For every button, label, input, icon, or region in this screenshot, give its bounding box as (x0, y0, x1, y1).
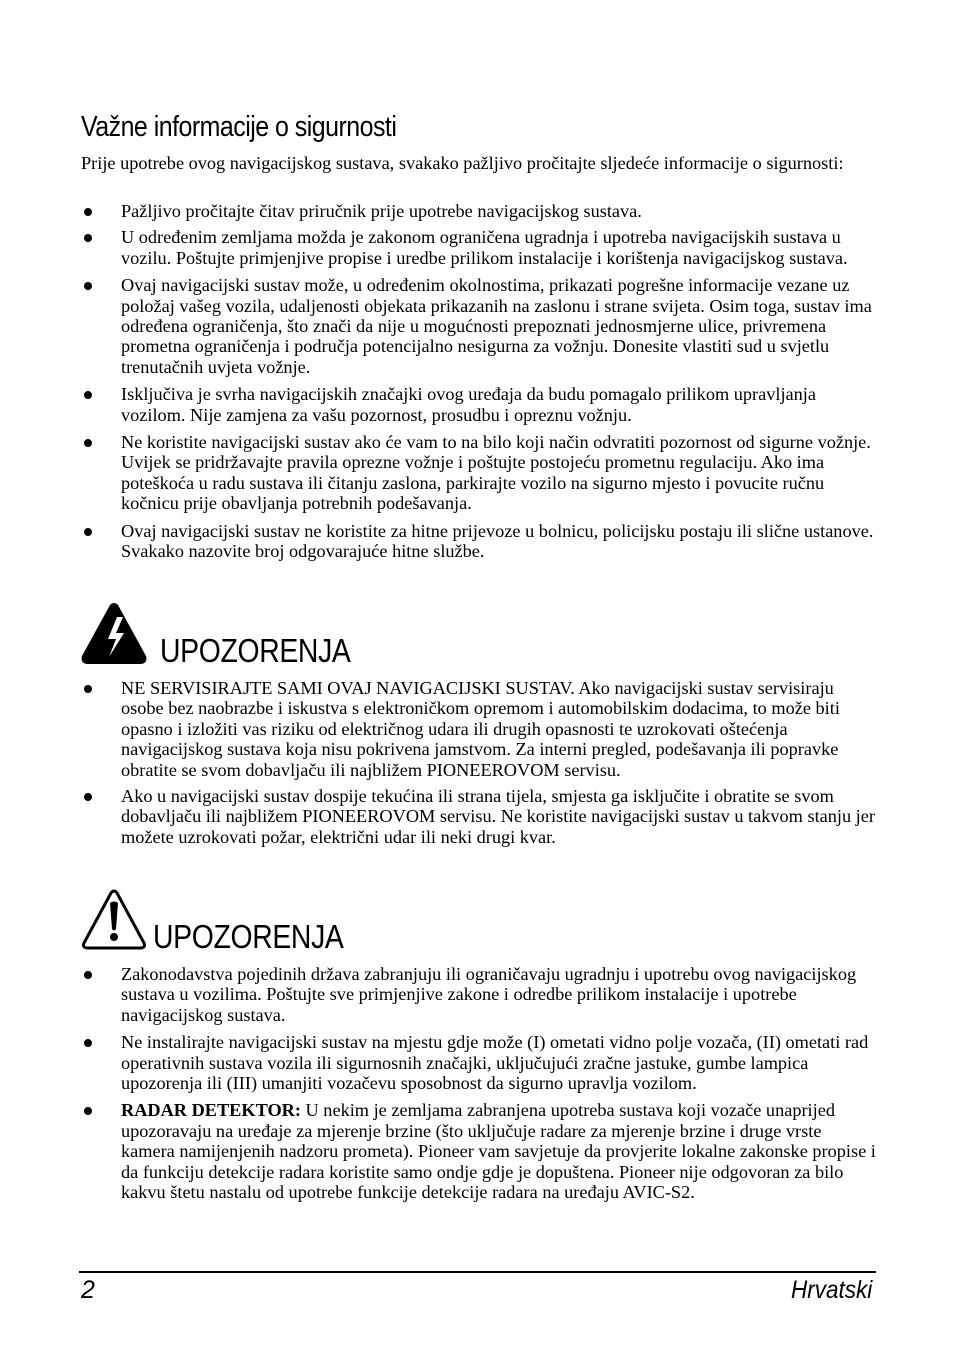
list-item-text: Ako u navigacijski sustav dospije tekućina ili strana tijela, smjesta ga isključite i obratite se svom dobavljaču ili najbližem PIONEEROVOM servisu. Ne koristite navigacijski sustav u takvom stanju jer možete uzrokovati požar, električni udar ili neki drugi kvar. (121, 786, 875, 847)
bullet-icon (84, 528, 92, 536)
list-item-text: Zakonodavstva pojedinih država zabranjuju ili ograničavaju ugradnju i upotrebu ovog navigacijskog sustava u vozilima. Poštujte sve primjenjive zakone i odredbe prilikom instalacije i upotrebe navigacijskog sustava. (121, 964, 857, 1025)
list-item (81, 786, 876, 847)
list-item-text: Pažljivo pročitajte čitav priručnik prije upotrebe navigacijskog sustava. (121, 201, 642, 221)
bullet-icon (84, 793, 92, 801)
page-number: 2 (81, 1276, 95, 1304)
safety-list (81, 201, 876, 562)
intro-paragraph: Prije upotrebe ovog navigacijskog sustava, svakako pažljivo pročitajte sljedeće informacije o sigurnosti: (81, 153, 844, 173)
list-item (81, 384, 876, 425)
bullet-icon (84, 234, 92, 242)
warning-title: UPOZORENJA (160, 632, 351, 669)
page-heading: Važne informacije o sigurnosti (81, 111, 397, 143)
list-item (81, 1100, 876, 1202)
exclamation-warning-icon (80, 889, 148, 951)
list-item (81, 432, 876, 514)
list-item (81, 201, 876, 221)
list-item-text: Isključiva je svrha navigacijskih značajki ovog uređaja da budu pomagalo prilikom upravljanja vozilom. Nije zamjena za vašu pozornost, prosudbu i opreznu vožnju. (121, 384, 816, 425)
bullet-icon (84, 1039, 92, 1047)
bullet-icon (84, 391, 92, 399)
bullet-icon (84, 685, 92, 693)
warning-title: UPOZORENJA (153, 918, 344, 955)
list-item (81, 964, 876, 1025)
bullet-icon (84, 1107, 92, 1115)
bullet-icon (84, 971, 92, 979)
list-item-text: U određenim zemljama možda je zakonom ograničena ugradnja i upotreba navigacijskih sustava u vozilu. Poštujte primjenjive propise i uredbe prilikom instalacije i korištenja navigacijskog sustava. (121, 227, 848, 268)
list-item (81, 1032, 876, 1093)
list-item (81, 275, 876, 377)
list-item (81, 678, 876, 780)
list-item (81, 521, 876, 562)
footer-divider (79, 1271, 876, 1273)
list-item-text: Ne koristite navigacijski sustav ako će vam to na bilo koji način odvratiti pozornost od sigurne vožnje. Uvijek se pridržavajte pravila oprezne vožnje i poštujte postojeću prometnu regulaciju. Ako ima poteškoća u radu sustava ili čitanju zaslona, parkirajte vozilo na sigurno mjesto i povucite ručnu kočnicu prije obavljanja potrebnih podešavanja. (121, 432, 871, 514)
list-item-text: U nekim je zemljama zabranjena upotreba sustava koji vozače unaprijed upozoravaju na uređaje za mjerenje brzine (što uključuje radare za mjerenje brzine i druge vrste kamera namijenjenih nadzoru prometa). Pioneer vam savjetuje da provjerite lokalne zakonske propise i da funkciju detekcije radara koristite samo ondje gdje je dopuštena. Pioneer nije odgovoran za bilo kakvu štetu nastalu od upotrebe funkcije detekcije radara na uređaju AVIC-S2. (121, 1100, 876, 1203)
bullet-icon (84, 439, 92, 447)
electric-shock-warning-icon (79, 602, 149, 666)
list-item-text: Ovaj navigacijski sustav može, u određenim okolnostima, prikazati pogrešne informacije vezane uz položaj vašeg vozila, udaljenosti objekata prikazanih na zaslonu i strane svijeta. Osim toga, sustav ima određena ograničenja, što znači da nije u mogućnosti prepoznati jednosmjerne ulice, privremena prometna ograničenja i područja potencijalno nesigurna za vožnju. Donesite vlastiti sud u svjetlu trenutačnih uvjeta vožnje. (121, 275, 872, 377)
list-item-text: Ne instalirajte navigacijski sustav na mjestu gdje može (I) ometati vidno polje vozača, (II) ometati rad operativnih sustava vozila ili sigurnosnih značajki, uključujući zračne jastuke, gumbe lampica upozorenja ili (III) umanjiti vozačevu sposobnost da sigurno upravlja vozilom. (121, 1032, 869, 1094)
list-item-text: Ovaj navigacijski sustav ne koristite za hitne prijevoze u bolnicu, policijsku postaju ili slične ustanove. Svakako nazovite broj odgovarajuće hitne službe. (121, 520, 874, 562)
bullet-icon (84, 208, 92, 216)
radar-label: RADAR DETEKTOR: (121, 1100, 301, 1121)
language-label: Hrvatski (790, 1276, 872, 1304)
list-item-text: NE SERVISIRAJTE SAMI OVAJ NAVIGACIJSKI SUSTAV. Ako navigacijski sustav servisiraju osobe bez naobrazbe i iskustva s elektroničkom opremom i automobilskim dodacima, to može biti opasno i izložiti vas riziku od električnog udara ili drugih opasnosti te uzrokovati oštećenja navigacijskog sustava koja nisu pokrivena jamstvom. Za interni pregled, podešavanja ili popravke obratite se svom dobavljaču ili najbližem PIONEEROVOM servisu. (121, 678, 840, 780)
electric-warning-list (81, 678, 876, 847)
bullet-icon (84, 282, 92, 290)
general-warning-list (81, 964, 876, 1202)
list-item (81, 227, 876, 268)
